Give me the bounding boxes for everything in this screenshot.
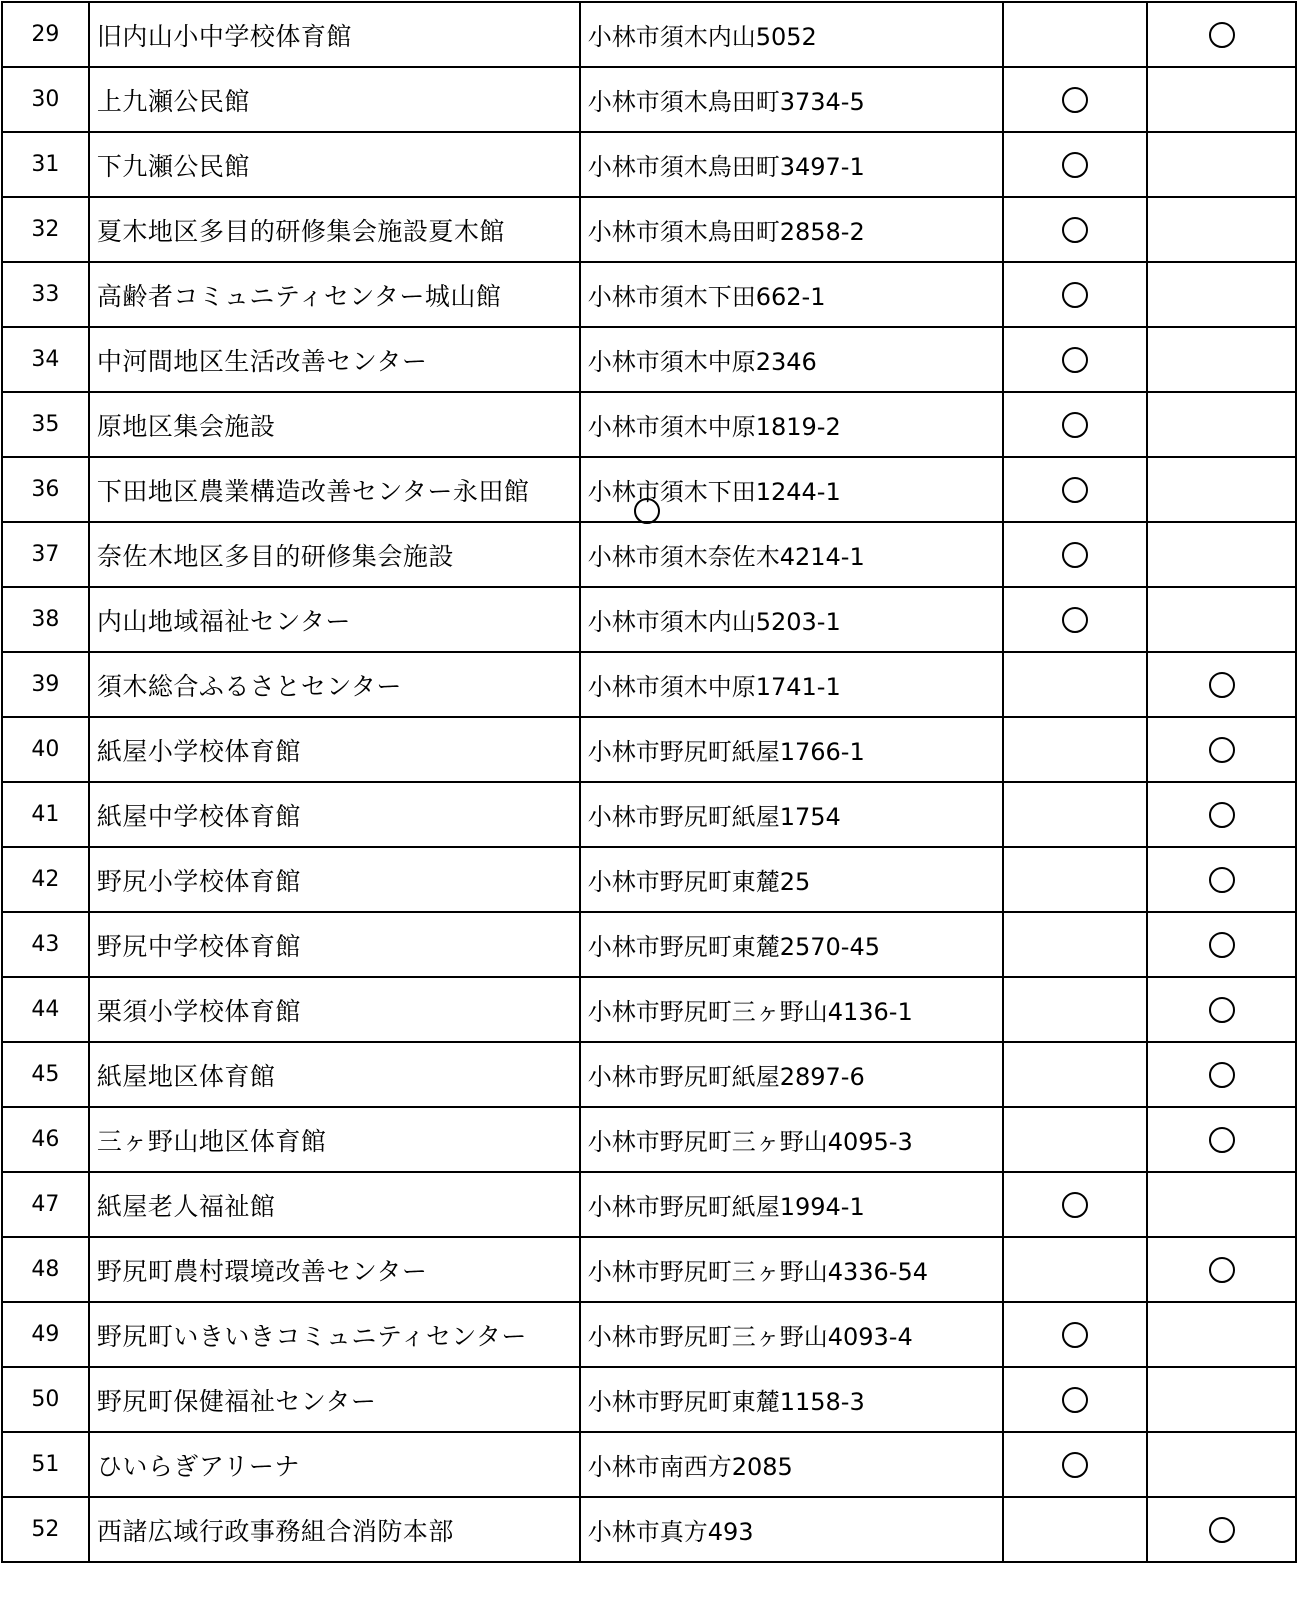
facility-address: 小林市野尻町紙屋1754 [580, 782, 1003, 847]
mark-cell-col4 [1003, 912, 1148, 977]
circle-mark-icon [1062, 1192, 1088, 1218]
facility-name: 奈佐木地区多目的研修集会施設 [89, 522, 580, 587]
circle-mark-icon [1062, 1322, 1088, 1348]
mark-cell-col5 [1147, 1172, 1296, 1237]
facility-address: 小林市野尻町三ヶ野山4136-1 [580, 977, 1003, 1042]
row-number: 52 [2, 1497, 89, 1562]
row-number: 47 [2, 1172, 89, 1237]
facility-name: 野尻町いきいきコミュニティセンター [89, 1302, 580, 1367]
mark-cell-col4 [1003, 782, 1148, 847]
mark-cell-col5 [1147, 522, 1296, 587]
row-number: 44 [2, 977, 89, 1042]
circle-mark-icon [1209, 802, 1235, 828]
facility-name: 旧内山小中学校体育館 [89, 2, 580, 67]
row-number: 38 [2, 587, 89, 652]
row-number: 50 [2, 1367, 89, 1432]
circle-mark-icon [1209, 672, 1235, 698]
mark-cell-col4 [1003, 197, 1148, 262]
mark-cell-col5 [1147, 262, 1296, 327]
table-row [2, 392, 1296, 457]
mark-cell-col4 [1003, 1042, 1148, 1107]
mark-cell-col4 [1003, 1302, 1148, 1367]
table-row [2, 327, 1296, 392]
row-number: 48 [2, 1237, 89, 1302]
row-number: 35 [2, 392, 89, 457]
mark-cell-col4 [1003, 262, 1148, 327]
facility-address: 小林市須木鳥田町2858-2 [580, 197, 1003, 262]
table-row [2, 197, 1296, 262]
facility-address: 小林市野尻町三ヶ野山4336-54 [580, 1237, 1003, 1302]
mark-cell-col4 [1003, 652, 1148, 717]
table-row [2, 1432, 1296, 1497]
mark-cell-col5 [1147, 847, 1296, 912]
table-row [2, 652, 1296, 717]
table-row [2, 457, 1296, 522]
facility-name: 中河間地区生活改善センター [89, 327, 580, 392]
facility-name: 原地区集会施設 [89, 392, 580, 457]
table-row [2, 977, 1296, 1042]
facility-table-body [2, 2, 1296, 1562]
facility-name: 上九瀬公民館 [89, 67, 580, 132]
mark-cell-col5 [1147, 327, 1296, 392]
facility-name: 内山地域福祉センター [89, 587, 580, 652]
mark-cell-col4 [1003, 1172, 1148, 1237]
table-row [2, 1367, 1296, 1432]
row-number: 43 [2, 912, 89, 977]
circle-mark-icon [1062, 152, 1088, 178]
row-number: 29 [2, 2, 89, 67]
facility-name: 下九瀬公民館 [89, 132, 580, 197]
mark-cell-col5 [1147, 1367, 1296, 1432]
mark-cell-col4 [1003, 717, 1148, 782]
facility-name: 須木総合ふるさとセンター [89, 652, 580, 717]
row-number: 45 [2, 1042, 89, 1107]
facility-name: 栗須小学校体育館 [89, 977, 580, 1042]
row-number: 34 [2, 327, 89, 392]
table-row [2, 587, 1296, 652]
circle-mark-icon [1209, 867, 1235, 893]
facility-name: 野尻町農村環境改善センター [89, 1237, 580, 1302]
mark-cell-col4 [1003, 1237, 1148, 1302]
facility-name: 紙屋小学校体育館 [89, 717, 580, 782]
circle-mark-icon [1062, 542, 1088, 568]
facility-address: 小林市野尻町三ヶ野山4095-3 [580, 1107, 1003, 1172]
row-number: 31 [2, 132, 89, 197]
table-row [2, 1497, 1296, 1562]
facility-address: 小林市須木中原2346 [580, 327, 1003, 392]
table-row [2, 67, 1296, 132]
mark-cell-col5 [1147, 912, 1296, 977]
facility-name: 野尻町保健福祉センター [89, 1367, 580, 1432]
mark-cell-col4 [1003, 132, 1148, 197]
facility-address: 小林市須木中原1819-2 [580, 392, 1003, 457]
circle-mark-icon [1209, 1127, 1235, 1153]
mark-cell-col5 [1147, 782, 1296, 847]
mark-cell-col5 [1147, 457, 1296, 522]
table-row [2, 1107, 1296, 1172]
mark-cell-col5 [1147, 1432, 1296, 1497]
facility-address: 小林市野尻町紙屋1766-1 [580, 717, 1003, 782]
row-number: 41 [2, 782, 89, 847]
mark-cell-col5 [1147, 2, 1296, 67]
table-row [2, 782, 1296, 847]
mark-cell-col4 [1003, 327, 1148, 392]
mark-cell-col4 [1003, 2, 1148, 67]
facility-name: 高齢者コミュニティセンター城山館 [89, 262, 580, 327]
table-row [2, 522, 1296, 587]
facility-address: 小林市野尻町東麓2570-45 [580, 912, 1003, 977]
row-number: 33 [2, 262, 89, 327]
facility-address: 小林市野尻町東麓25 [580, 847, 1003, 912]
facility-address: 小林市須木内山5052 [580, 2, 1003, 67]
mark-cell-col5 [1147, 977, 1296, 1042]
circle-mark-icon [1062, 1452, 1088, 1478]
facility-name: 夏木地区多目的研修集会施設夏木館 [89, 197, 580, 262]
mark-cell-col5 [1147, 652, 1296, 717]
mark-cell-col5 [1147, 1302, 1296, 1367]
facility-name: 三ヶ野山地区体育館 [89, 1107, 580, 1172]
circle-mark-icon [1209, 932, 1235, 958]
facility-address: 小林市南西方2085 [580, 1432, 1003, 1497]
circle-mark-icon [1209, 1257, 1235, 1283]
facility-address: 小林市須木奈佐木4214-1 [580, 522, 1003, 587]
table-row [2, 1302, 1296, 1367]
mark-cell-col4 [1003, 977, 1148, 1042]
facility-name: 西諸広域行政事務組合消防本部 [89, 1497, 580, 1562]
facility-address: 小林市須木鳥田町3497-1 [580, 132, 1003, 197]
row-number: 39 [2, 652, 89, 717]
facility-address: 小林市野尻町紙屋2897-6 [580, 1042, 1003, 1107]
facility-address: 小林市野尻町紙屋1994-1 [580, 1172, 1003, 1237]
facility-name: 野尻小学校体育館 [89, 847, 580, 912]
circle-mark-icon [1209, 1062, 1235, 1088]
circle-mark-icon [1209, 997, 1235, 1023]
facility-address: 小林市野尻町三ヶ野山4093-4 [580, 1302, 1003, 1367]
row-number: 40 [2, 717, 89, 782]
circle-mark-icon [1062, 412, 1088, 438]
mark-cell-col5 [1147, 587, 1296, 652]
facility-table [1, 1, 1297, 1563]
table-row [2, 717, 1296, 782]
mark-cell-col5 [1147, 67, 1296, 132]
mark-cell-col4 [1003, 1497, 1148, 1562]
table-row [2, 262, 1296, 327]
mark-cell-col5 [1147, 1107, 1296, 1172]
mark-cell-col5 [1147, 132, 1296, 197]
circle-mark-icon [1062, 217, 1088, 243]
facility-name: 下田地区農業構造改善センター永田館 [89, 457, 580, 522]
circle-mark-icon [1062, 477, 1088, 503]
row-number: 30 [2, 67, 89, 132]
mark-cell-col5 [1147, 197, 1296, 262]
mark-cell-col4 [1003, 457, 1148, 522]
circle-mark-icon [1209, 22, 1235, 48]
facility-address: 小林市須木内山5203-1 [580, 587, 1003, 652]
mark-cell-col4 [1003, 1432, 1148, 1497]
row-number: 42 [2, 847, 89, 912]
table-row [2, 912, 1296, 977]
mark-cell-col4 [1003, 67, 1148, 132]
row-number: 37 [2, 522, 89, 587]
circle-mark-icon [1062, 1387, 1088, 1413]
facility-address: 小林市須木下田1244-1 [580, 457, 1003, 522]
mark-cell-col5 [1147, 1042, 1296, 1107]
facility-address: 小林市野尻町東麓1158-3 [580, 1367, 1003, 1432]
facility-address: 小林市真方493 [580, 1497, 1003, 1562]
mark-cell-col4 [1003, 847, 1148, 912]
mark-cell-col4 [1003, 392, 1148, 457]
table-row [2, 132, 1296, 197]
row-number: 32 [2, 197, 89, 262]
facility-address: 小林市須木鳥田町3734-5 [580, 67, 1003, 132]
circle-mark-icon [1062, 87, 1088, 113]
facility-name: 紙屋中学校体育館 [89, 782, 580, 847]
row-number: 36 [2, 457, 89, 522]
mark-cell-col5 [1147, 717, 1296, 782]
table-row [2, 1042, 1296, 1107]
facility-name: 野尻中学校体育館 [89, 912, 580, 977]
circle-mark-icon [1209, 1517, 1235, 1543]
row-number: 46 [2, 1107, 89, 1172]
circle-mark-icon [1062, 607, 1088, 633]
table-row [2, 847, 1296, 912]
table-row [2, 1237, 1296, 1302]
facility-name: 紙屋老人福祉館 [89, 1172, 580, 1237]
circle-mark-icon [1062, 282, 1088, 308]
mark-cell-col4 [1003, 1107, 1148, 1172]
circle-mark-icon [1062, 347, 1088, 373]
row-number: 49 [2, 1302, 89, 1367]
table-row [2, 2, 1296, 67]
mark-cell-col4 [1003, 587, 1148, 652]
facility-name: ひいらぎアリーナ [89, 1432, 580, 1497]
mark-cell-col4 [1003, 522, 1148, 587]
mark-cell-col4 [1003, 1367, 1148, 1432]
facility-address: 小林市須木中原1741-1 [580, 652, 1003, 717]
circle-mark-icon [1209, 737, 1235, 763]
row-number: 51 [2, 1432, 89, 1497]
mark-cell-col5 [1147, 1237, 1296, 1302]
facility-name: 紙屋地区体育館 [89, 1042, 580, 1107]
mark-cell-col5 [1147, 392, 1296, 457]
table-row [2, 1172, 1296, 1237]
mark-cell-col5 [1147, 1497, 1296, 1562]
facility-address: 小林市須木下田662-1 [580, 262, 1003, 327]
